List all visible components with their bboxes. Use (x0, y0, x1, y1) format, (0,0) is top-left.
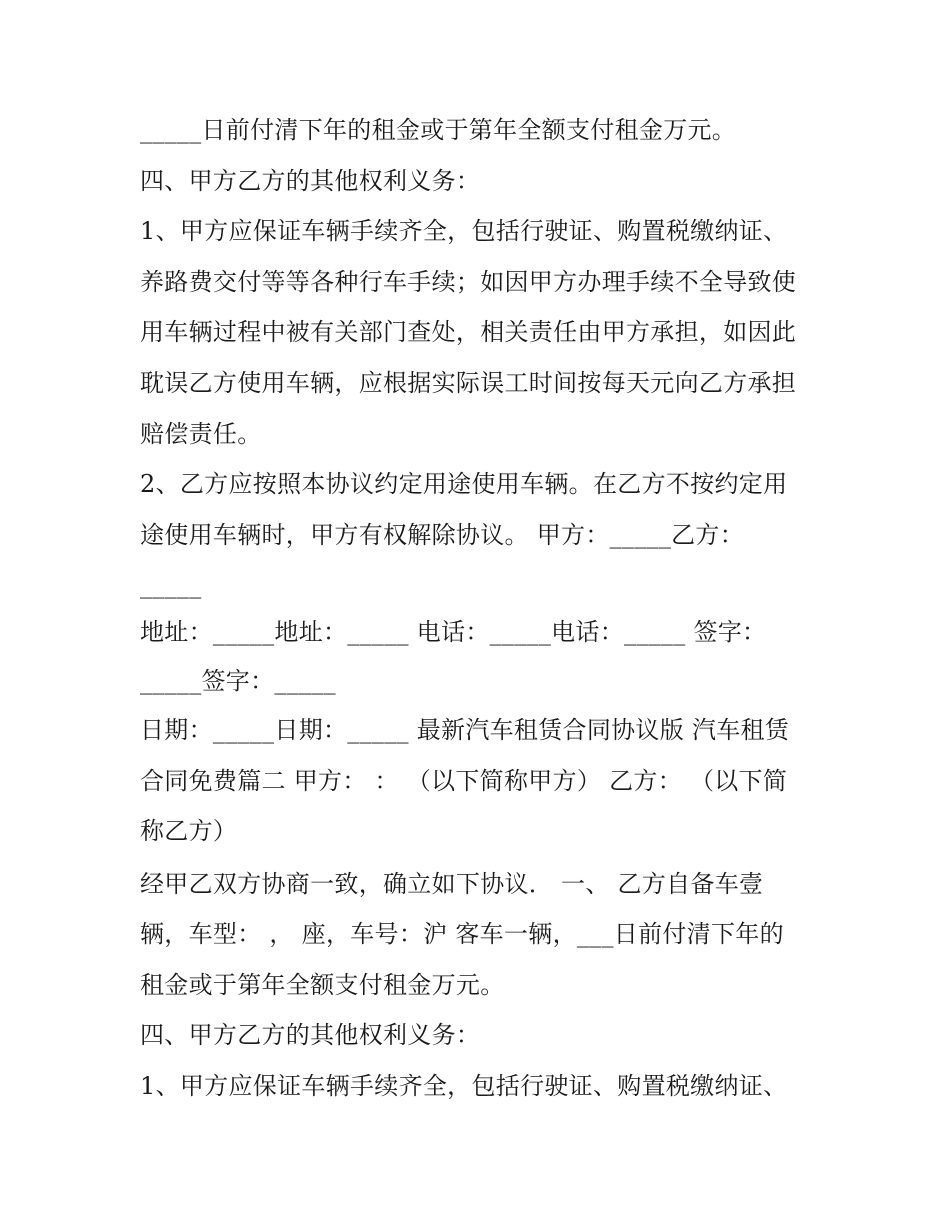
text-line: 地址：_____地址：_____ 电话：_____电话：_____ 签字： (140, 618, 767, 646)
text-line: 日期：_____日期：_____ 最新汽车租赁合同协议版 汽车租赁 (140, 716, 790, 744)
text-line: 途使用车辆时，甲方有权解除协议。 甲方：_____乙方： (140, 521, 745, 549)
text-line: 1、甲方应保证车辆手续齐全，包括行驶证、购置税缴纳证、 (140, 1072, 788, 1100)
section-heading: 四、甲方乙方的其他权利义务： (140, 167, 481, 195)
text-line: 1、甲方应保证车辆手续齐全，包括行驶证、购置税缴纳证、 (140, 217, 788, 245)
text-line: 养路费交付等等各种行车手续；如因甲方办理手续不全导致使 (140, 268, 797, 296)
text-line: 经甲乙双方协商一致，确立如下协议． 一、 乙方自备车壹 (140, 870, 764, 898)
text-line: 合同免费篇二 甲方： ： （以下简称甲方） 乙方： （以下简 (140, 767, 788, 795)
text-line: 耽误乙方使用车辆，应根据实际误工时间按每天元向乙方承担 (140, 369, 797, 397)
text-line: 租金或于第年全额支付租金万元。 (140, 971, 505, 999)
text-line: _____ (140, 571, 202, 599)
text-line: _____日前付清下年的租金或于第年全额支付租金万元。 (140, 116, 737, 144)
text-line: 2、乙方应按照本协议约定用途使用车辆。在乙方不按约定用 (140, 470, 788, 498)
text-line: 用车辆过程中被有关部门查处，相关责任由甲方承担，如因此 (140, 318, 797, 346)
section-heading: 四、甲方乙方的其他权利义务： (140, 1021, 481, 1049)
text-line: 辆，车型： ， 座，车号：沪 客车一辆，___日前付清下年的 (140, 920, 784, 948)
text-line: _____签字：_____ (140, 667, 336, 695)
text-line: 称乙方） (140, 817, 238, 845)
text-line: 赔偿责任。 (140, 420, 262, 448)
